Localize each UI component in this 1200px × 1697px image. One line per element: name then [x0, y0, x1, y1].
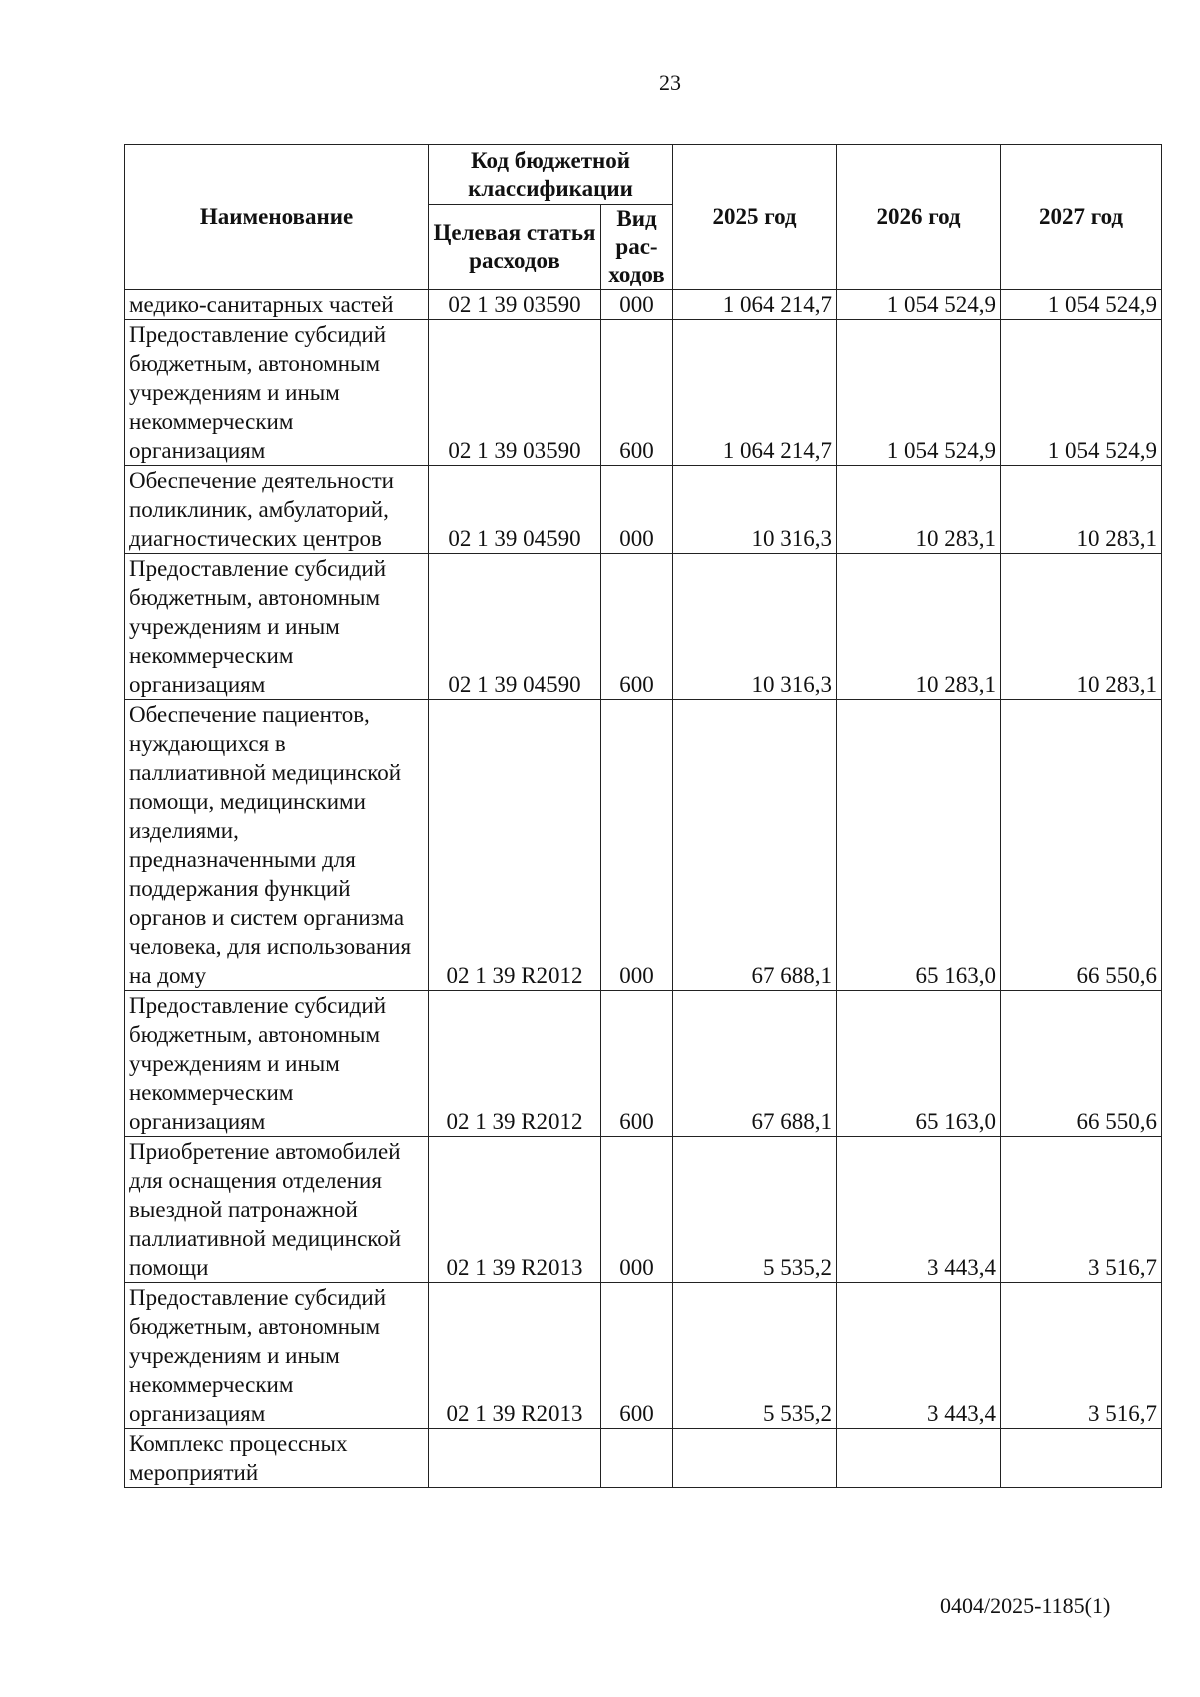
row-target-article: 02 1 39 03590 [429, 290, 601, 320]
row-value-2026: 65 163,0 [837, 991, 1001, 1137]
table-row [125, 1429, 1162, 1488]
budget-table [124, 144, 1162, 1488]
header-2025: 2025 год [673, 145, 837, 290]
row-value-2027: 1 054 524,9 [1001, 320, 1162, 466]
row-name: Предоставление субсидий бюджетным, автономным учреждениям и иным некоммерческим организациям [125, 320, 429, 466]
row-target-article: 02 1 39 04590 [429, 466, 601, 554]
table-row [125, 290, 1162, 320]
table-row [125, 466, 1162, 554]
row-name: Приобретение автомобилей для оснащения отделения выездной патронажной паллиативной медицинской помощи [125, 1137, 429, 1283]
row-value-2025: 10 316,3 [673, 466, 837, 554]
row-value-2026 [837, 1429, 1001, 1488]
row-value-2025: 1 064 214,7 [673, 320, 837, 466]
header-expense-type: Вид рас-ходов [601, 205, 673, 290]
row-expense-type: 000 [601, 700, 673, 991]
row-value-2026: 1 054 524,9 [837, 290, 1001, 320]
row-name: медико-санитарных частей [125, 290, 429, 320]
table-row [125, 554, 1162, 700]
row-expense-type [601, 1429, 673, 1488]
row-name: Предоставление субсидий бюджетным, автономным учреждениям и иным некоммерческим организациям [125, 991, 429, 1137]
row-value-2025: 1 064 214,7 [673, 290, 837, 320]
row-expense-type: 600 [601, 320, 673, 466]
row-value-2026: 10 283,1 [837, 554, 1001, 700]
row-expense-type: 000 [601, 290, 673, 320]
row-expense-type: 600 [601, 554, 673, 700]
row-name: Предоставление субсидий бюджетным, автономным учреждениям и иным некоммерческим организациям [125, 554, 429, 700]
row-name: Обеспечение деятельности поликлиник, амбулаторий, диагностических центров [125, 466, 429, 554]
row-value-2025: 67 688,1 [673, 700, 837, 991]
table-row [125, 991, 1162, 1137]
header-2026: 2026 год [837, 145, 1001, 290]
row-value-2027: 3 516,7 [1001, 1283, 1162, 1429]
row-target-article: 02 1 39 03590 [429, 320, 601, 466]
row-target-article [429, 1429, 601, 1488]
row-value-2027: 10 283,1 [1001, 554, 1162, 700]
header-target-article: Целевая статья расходов [429, 205, 601, 290]
document-number: 0404/2025-1185(1) [940, 1593, 1111, 1618]
row-value-2025 [673, 1429, 837, 1488]
header-name: Наименование [125, 145, 429, 290]
row-value-2026: 10 283,1 [837, 466, 1001, 554]
table-body [125, 290, 1162, 1488]
row-target-article: 02 1 39 R2013 [429, 1283, 601, 1429]
row-name: Комплекс процессных мероприятий [125, 1429, 429, 1488]
row-value-2027: 10 283,1 [1001, 466, 1162, 554]
row-expense-type: 000 [601, 466, 673, 554]
table-row [125, 320, 1162, 466]
table-row [125, 700, 1162, 991]
row-value-2025: 5 535,2 [673, 1283, 837, 1429]
row-target-article: 02 1 39 R2012 [429, 700, 601, 991]
row-value-2027: 66 550,6 [1001, 700, 1162, 991]
row-value-2026: 3 443,4 [837, 1283, 1001, 1429]
row-target-article: 02 1 39 04590 [429, 554, 601, 700]
header-code-group: Код бюджетной классификации [429, 145, 673, 205]
table-row [125, 1137, 1162, 1283]
row-target-article: 02 1 39 R2012 [429, 991, 601, 1137]
row-value-2026: 1 054 524,9 [837, 320, 1001, 466]
row-expense-type: 600 [601, 1283, 673, 1429]
row-value-2027: 1 054 524,9 [1001, 290, 1162, 320]
row-value-2027: 66 550,6 [1001, 991, 1162, 1137]
row-value-2027: 3 516,7 [1001, 1137, 1162, 1283]
row-value-2025: 67 688,1 [673, 991, 837, 1137]
row-value-2025: 10 316,3 [673, 554, 837, 700]
row-value-2026: 3 443,4 [837, 1137, 1001, 1283]
table-row [125, 1283, 1162, 1429]
row-name: Предоставление субсидий бюджетным, автономным учреждениям и иным некоммерческим организациям [125, 1283, 429, 1429]
row-name: Обеспечение пациентов, нуждающихся в паллиативной медицинской помощи, медицинскими изделиями, предназначенными для поддержания функций органов и систем организма человека, для использования на дому [125, 700, 429, 991]
row-value-2027 [1001, 1429, 1162, 1488]
row-value-2026: 65 163,0 [837, 700, 1001, 991]
row-expense-type: 000 [601, 1137, 673, 1283]
header-2027: 2027 год [1001, 145, 1162, 290]
row-expense-type: 600 [601, 991, 673, 1137]
row-value-2025: 5 535,2 [673, 1137, 837, 1283]
page-number: 23 [659, 70, 681, 95]
row-target-article: 02 1 39 R2013 [429, 1137, 601, 1283]
